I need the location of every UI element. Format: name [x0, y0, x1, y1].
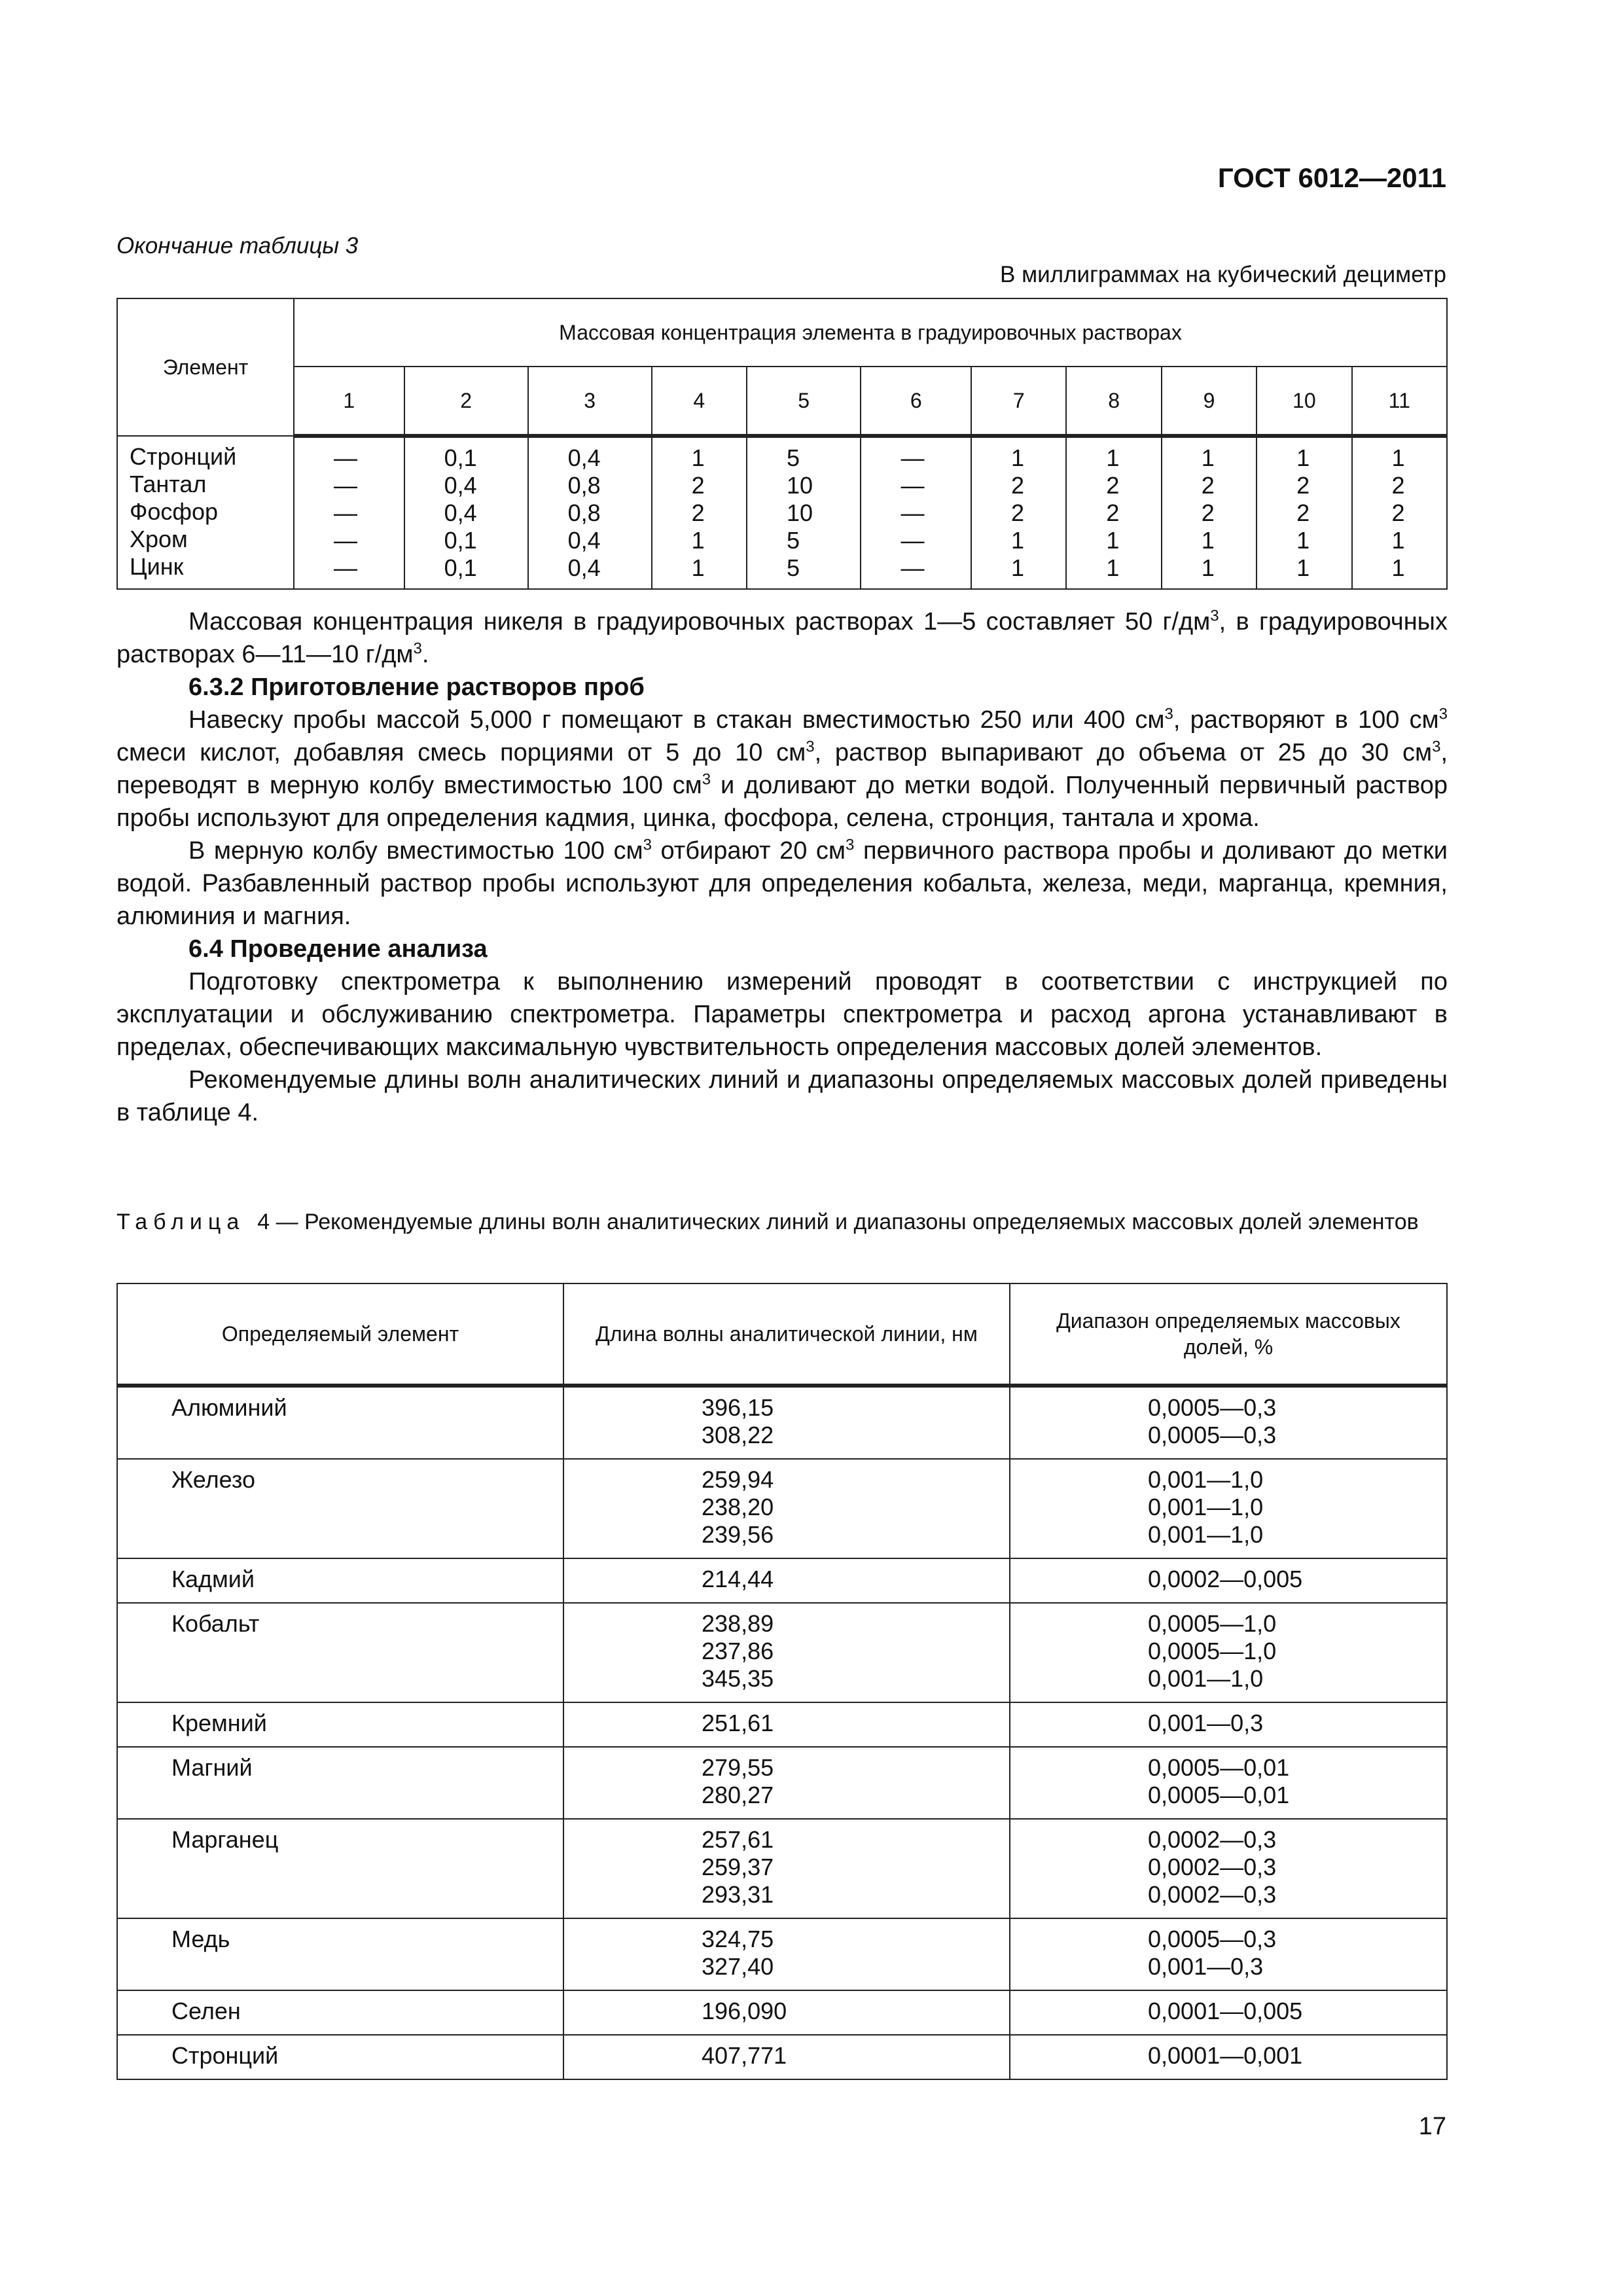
table3-value-cell: [1257, 436, 1351, 589]
table3-value: 0,4: [444, 472, 477, 499]
table4-range-cell: 0,0001—0,001: [1010, 2035, 1447, 2079]
paragraph-dilution: В мерную колбу вместимостью 100 $см^3$ отбирают 20 $см^3$ первичного раствора пробы и доливают до метки водой. Разбавленный раствор пробы используют для определения кобальта, железа, меди, марганца, кремния, алюминия и магния.: [116, 836, 1448, 930]
table3-column-header: 1: [294, 367, 404, 436]
table3-value: 5: [786, 444, 800, 471]
table-row: [117, 1558, 1447, 1603]
table4-range-cell: 0,0001—0,005: [1010, 1990, 1447, 2035]
table3-value: 2: [691, 499, 705, 526]
table3-column-header: 6: [861, 367, 971, 436]
table3-value: 0,8: [567, 472, 601, 499]
table3-element-name: Тантал: [130, 471, 207, 497]
table3-value: 2: [1011, 472, 1025, 499]
table3-value: 0,1: [444, 444, 477, 471]
table3-value: 1: [1391, 444, 1405, 471]
table3-value: 1: [1106, 554, 1120, 581]
table3-value: 1: [1201, 554, 1215, 581]
table3-column-header: 10: [1257, 367, 1351, 436]
table4-element-cell: Селен: [117, 1990, 563, 2035]
table3-value: 1: [1201, 444, 1215, 471]
paragraph-spectrometer: Подготовку спектрометра к выполнению измерений проводят в соответствии с инструкцией по эксплуатации и обслуживанию спектрометра. Параметры спектрометра и расход аргона устанавливают в пределах, обеспечивающих максимальную чувствительность определения массовых долей элементов.: [116, 968, 1448, 1061]
heading-6-4: 6.4 Проведение анализа: [188, 935, 488, 963]
table3-value: —: [901, 499, 925, 526]
table3-value: 1: [1391, 554, 1405, 581]
table3-value: 0,1: [444, 554, 477, 581]
table3-value: —: [334, 499, 357, 526]
table4-range-cell: 0,0002—0,005: [1010, 1558, 1447, 1603]
table3-value: 1: [1296, 527, 1310, 554]
table3-value: 2: [691, 472, 705, 499]
table-row: [117, 1819, 1447, 1918]
table3-value: 1: [691, 554, 705, 581]
heading-6-3-2: 6.3.2 Приготовление растворов проб: [188, 673, 645, 701]
table3-value: 1: [691, 444, 705, 471]
table3-value: —: [901, 554, 925, 581]
paragraph-nickel: Массовая концентрация никеля в градуировочных растворах 1—5 составляет 50 $г/дм^3$, в градуировочных растворах 6—11—10 $г/дм^3$.: [116, 607, 1448, 668]
table4-range-cell: 0,0005—0,3 0,0005—0,3: [1010, 1386, 1447, 1459]
table3-column-header: 2: [404, 367, 528, 436]
table4-wavelength-cell: 279,55 280,27: [563, 1747, 1010, 1819]
table3-value: 5: [786, 527, 800, 554]
table3-value: 2: [1296, 499, 1310, 526]
table3-continued-label: Окончание таблицы 3: [116, 233, 359, 259]
table3-element-header: Элемент: [117, 298, 294, 436]
document-standard-code: ГОСТ 6012—2011: [1217, 162, 1446, 193]
table3-group-header: Массовая концентрация элемента в градуировочных растворах: [294, 298, 1447, 367]
table4-wavelength-cell: 324,75 327,40: [563, 1918, 1010, 1990]
table3-value: 0,8: [567, 499, 601, 526]
table3-value-cell: [294, 436, 404, 589]
table-row: [117, 1747, 1447, 1819]
table3-value: —: [334, 527, 357, 554]
table3-value: 1: [1296, 554, 1310, 581]
table3-value: 10: [786, 499, 813, 526]
table3-column-header: 11: [1352, 367, 1447, 436]
table3: [116, 298, 1448, 590]
table3-value: 2: [1201, 499, 1215, 526]
table4-range-cell: 0,0005—0,3 0,001—0,3: [1010, 1918, 1447, 1990]
table3-value: 1: [691, 527, 705, 554]
table3-value: 1: [1106, 527, 1120, 554]
table3-column-header: 9: [1162, 367, 1257, 436]
table4-element-cell: Кадмий: [117, 1558, 563, 1603]
table3-value: 10: [786, 472, 813, 499]
table3-value: 2: [1106, 472, 1120, 499]
table4-range-cell: 0,0005—1,0 0,0005—1,0 0,001—1,0: [1010, 1603, 1447, 1702]
table-row: [117, 1990, 1447, 2035]
table3-value: 0,4: [567, 527, 601, 554]
table3-value: 1: [1391, 527, 1405, 554]
table4-range-cell: 0,001—0,3: [1010, 1702, 1447, 1747]
table3-value: —: [334, 444, 357, 471]
table4-element-cell: Железо: [117, 1459, 563, 1558]
table3-value: 1: [1011, 554, 1025, 581]
table3-units: В миллиграммах на кубический дециметр: [1000, 262, 1446, 287]
paragraph-wavelengths: Рекомендуемые длины волн аналитических линий и диапазоны определяемых массовых долей приведены в таблице 4.: [116, 1066, 1448, 1126]
table3-value: 0,1: [444, 527, 477, 554]
table4-element-cell: Марганец: [117, 1819, 563, 1918]
table3-value-cell: [1162, 436, 1257, 589]
table4-caption: Таблица 4 — Рекомендуемые длины волн аналитических линий и диапазоны определяемых массовых долей элементов: [116, 1210, 1419, 1234]
table3-value: 2: [1391, 472, 1405, 499]
table3-value: 1: [1201, 527, 1215, 554]
table4-wavelength-cell: 251,61: [563, 1702, 1010, 1747]
table3-value: 0,4: [444, 499, 477, 526]
table-row: [117, 2035, 1447, 2079]
table3-value: 2: [1201, 472, 1215, 499]
table3-value: 1: [1296, 444, 1310, 471]
table3-column-header: 8: [1066, 367, 1161, 436]
table4-element-cell: Медь: [117, 1918, 563, 1990]
table-row: [117, 1918, 1447, 1990]
table3-value: 1: [1106, 444, 1120, 471]
table3-value-cell: [747, 436, 861, 589]
table3-element-name: Цинк: [130, 553, 184, 580]
table4-wavelength-cell: 238,89 237,86 345,35: [563, 1603, 1010, 1702]
table3-value-cell: [528, 436, 652, 589]
table3-column-header: 4: [652, 367, 747, 436]
table4: [116, 1283, 1448, 2080]
table4-element-cell: Кремний: [117, 1702, 563, 1747]
table3-value: 2: [1296, 472, 1310, 499]
table3-value-cell: [404, 436, 528, 589]
table3-value: 1: [1011, 444, 1025, 471]
table3-value-cell: [861, 436, 971, 589]
table3-value: 5: [786, 554, 800, 581]
table4-wavelength-cell: 396,15 308,22: [563, 1386, 1010, 1459]
table-row: [117, 1386, 1447, 1459]
table3-element-cell: [117, 436, 294, 589]
table3-value: 2: [1106, 499, 1120, 526]
table4-element-cell: Магний: [117, 1747, 563, 1819]
table3-value: 0,4: [567, 554, 601, 581]
table4-header-element: Определяемый элемент: [117, 1283, 563, 1386]
table4-wavelength-cell: 196,090: [563, 1990, 1010, 2035]
table3-column-header: 5: [747, 367, 861, 436]
table3-element-name: Фосфор: [130, 498, 219, 525]
table3-element-name: Хром: [130, 526, 188, 552]
table3-value-cell: [652, 436, 747, 589]
table-row: [117, 1702, 1447, 1747]
table3-column-header: 7: [971, 367, 1066, 436]
table-row: [117, 1603, 1447, 1702]
table4-range-cell: 0,0002—0,3 0,0002—0,3 0,0002—0,3: [1010, 1819, 1447, 1918]
table3-value: 2: [1391, 499, 1405, 526]
table3-value: 1: [1011, 527, 1025, 554]
table-row: [117, 1459, 1447, 1558]
table3-value: 2: [1011, 499, 1025, 526]
table3-element-name: Стронций: [130, 443, 237, 470]
table4-wavelength-cell: 214,44: [563, 1558, 1010, 1603]
table3-value: —: [901, 472, 925, 499]
table3-value: —: [901, 527, 925, 554]
table3-value: 0,4: [567, 444, 601, 471]
table4-wavelength-cell: 259,94 238,20 239,56: [563, 1459, 1010, 1558]
table3-value: —: [334, 554, 357, 581]
table4-range-cell: 0,0005—0,01 0,0005—0,01: [1010, 1747, 1447, 1819]
table4-wavelength-cell: 257,61 259,37 293,31: [563, 1819, 1010, 1918]
paragraph-sample-prep: Навеску пробы массой 5,000 г помещают в стакан вместимостью 250 или 400 $см^3$, растворяют в 100 $см^3$ смеси кислот, добавляя смесь порциями от 5 до 10 $см^3$, раствор выпаривают до объема от 25 до 30 $см^3$, переводят в мерную колбу вместимостью 100 $см^3$ и доливают до метки водой. Полученный первичный раствор пробы используют для определения кадмия, цинка, фосфора, селена, стронция, тантала и хрома.: [116, 705, 1448, 832]
table4-element-cell: Алюминий: [117, 1386, 563, 1459]
table4-element-cell: Стронций: [117, 2035, 563, 2079]
table3-value-cell: [971, 436, 1066, 589]
body-text-section: [116, 605, 1448, 1129]
page-number: 17: [1418, 2113, 1446, 2140]
table3-column-header: 3: [528, 367, 652, 436]
table4-header-wavelength: Длина волны аналитической линии, нм: [563, 1283, 1010, 1386]
table3-value-cell: [1352, 436, 1447, 589]
table4-element-cell: Кобальт: [117, 1603, 563, 1702]
table3-value: —: [901, 444, 925, 471]
table4-range-cell: 0,001—1,0 0,001—1,0 0,001—1,0: [1010, 1459, 1447, 1558]
table4-wavelength-cell: 407,771: [563, 2035, 1010, 2079]
table3-value: —: [334, 472, 357, 499]
table3-value-cell: [1066, 436, 1161, 589]
table4-header-range: Диапазон определяемых массовых долей, %: [1010, 1283, 1447, 1386]
